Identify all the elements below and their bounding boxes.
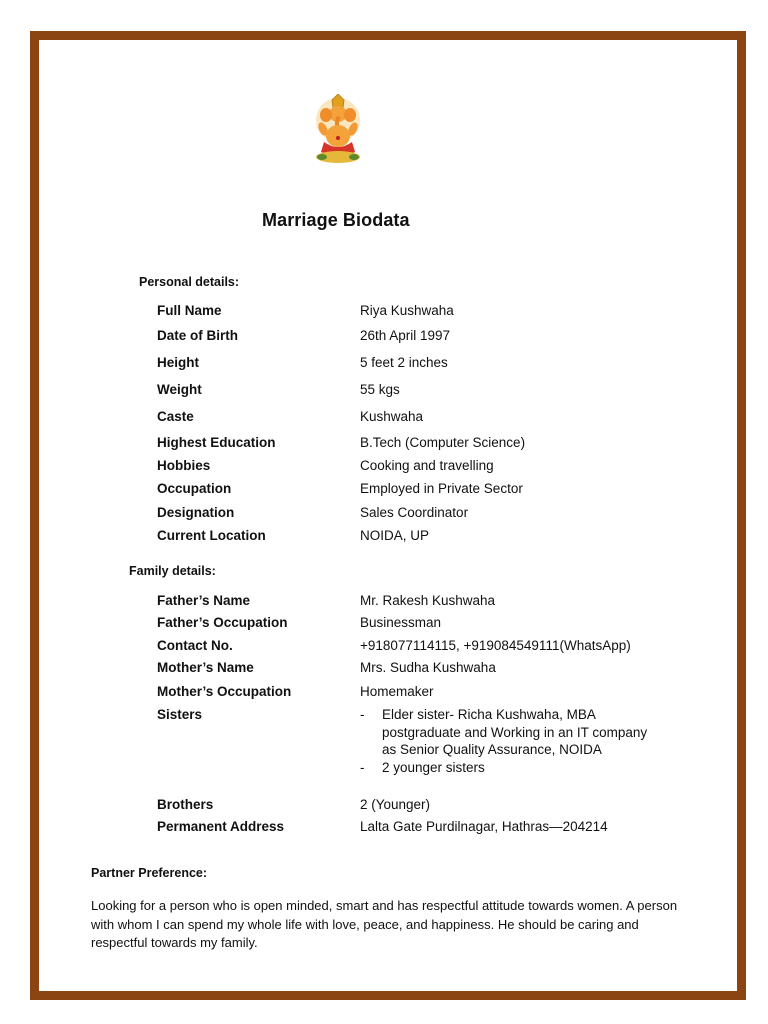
row-value: Mrs. Sudha Kushwaha	[360, 660, 496, 675]
partner-preference-text: Looking for a person who is open minded, smart and has respectful attitude towards women. A person with whom I can spend my whole life with love, peace, and happiness. He should be caring and respectful towards my family.	[91, 898, 678, 950]
row-value: +918077114115, +919084549111(WhatsApp)	[360, 638, 631, 653]
row-value: Kushwaha	[360, 409, 424, 424]
row-value: 55 kgs	[360, 382, 400, 397]
list-item	[360, 706, 652, 759]
row-value: 26th April 1997	[360, 328, 451, 343]
list-item	[360, 759, 652, 777]
row-label: Date of Birth	[157, 328, 238, 343]
row-label: Height	[157, 355, 199, 370]
row-value: Lalta Gate Purdilnagar, Hathras—204214	[360, 819, 608, 834]
row-value: Riya Kushwaha	[360, 303, 454, 318]
row-label: Designation	[157, 505, 235, 520]
bullet-dash: -	[360, 707, 365, 722]
row-label: Current Location	[157, 528, 266, 543]
page-title: Marriage Biodata	[262, 210, 410, 230]
row-value: Employed in Private Sector	[360, 481, 523, 496]
row-value: Mr. Rakesh Kushwaha	[360, 593, 496, 608]
row-label: Caste	[157, 409, 194, 424]
row-value: Businessman	[360, 615, 442, 630]
family-details-heading: Family details:	[129, 564, 216, 578]
row-label: Weight	[157, 382, 202, 397]
row-label: Sisters	[157, 707, 203, 722]
row-label: Contact No.	[157, 638, 233, 653]
row-label: Full Name	[157, 303, 222, 318]
ganesha-icon	[310, 94, 366, 164]
row-label: Mother’s Name	[157, 660, 254, 675]
partner-preference-heading: Partner Preference:	[91, 866, 208, 880]
row-label: Hobbies	[157, 458, 211, 473]
list-item-text: 2 younger sisters	[382, 759, 485, 775]
row-value: Sales Coordinator	[360, 505, 469, 520]
row-label: Highest Education	[157, 435, 276, 450]
row-label: Father’s Occupation	[157, 615, 288, 630]
row-label: Permanent Address	[157, 819, 285, 834]
row-value: B.Tech (Computer Science)	[360, 435, 526, 450]
row-label: Father’s Name	[157, 593, 251, 608]
sisters-list	[360, 706, 652, 776]
row-value: Cooking and travelling	[360, 458, 494, 473]
row-label: Brothers	[157, 797, 214, 812]
list-item-text: Elder sister- Richa Kushwaha, MBA postgraduate and Working in an IT company as Senior Quality Assurance, NOIDA	[382, 707, 648, 757]
row-label: Occupation	[157, 481, 232, 496]
row-value: NOIDA, UP	[360, 528, 430, 543]
personal-details-heading: Personal details:	[139, 275, 240, 289]
row-label: Mother’s Occupation	[157, 684, 292, 699]
row-value: Homemaker	[360, 684, 434, 699]
bullet-dash: -	[360, 759, 365, 775]
row-value: 5 feet 2 inches	[360, 355, 448, 370]
row-value: 2 (Younger)	[360, 797, 431, 812]
